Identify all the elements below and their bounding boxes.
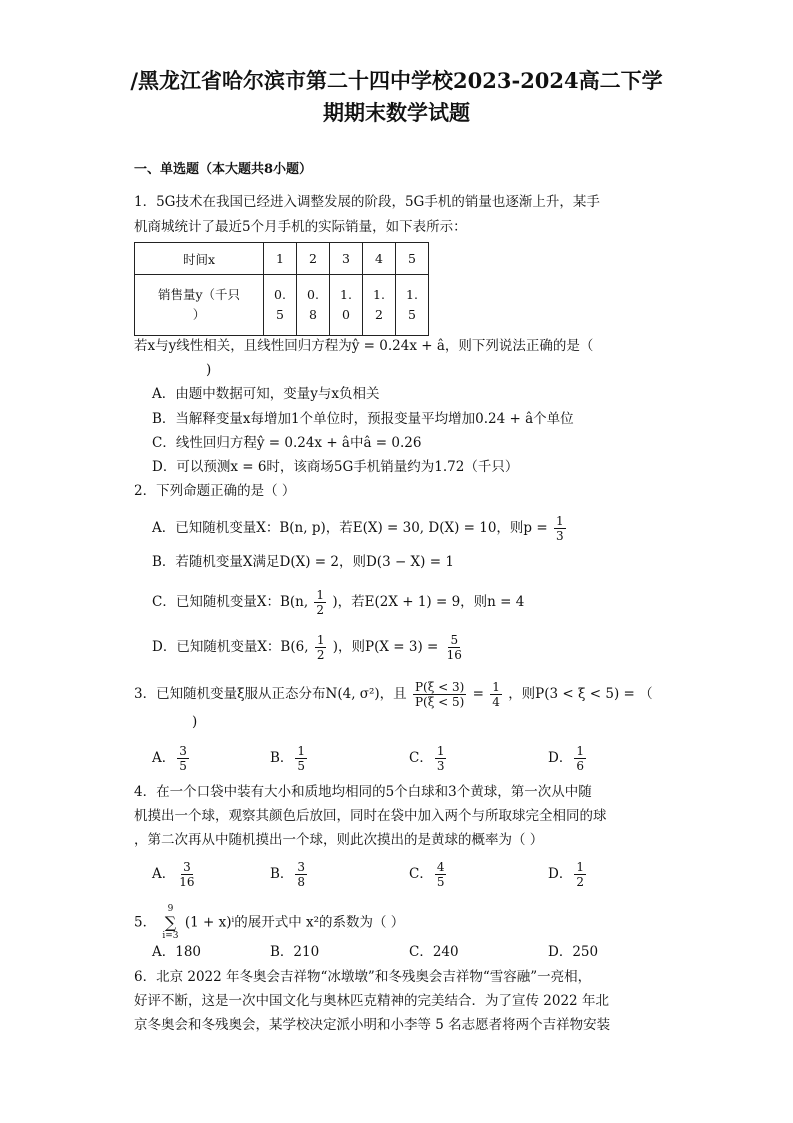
q3-equals: =	[472, 686, 484, 702]
table-x-cell: 3	[330, 243, 363, 275]
frac-den: 16	[179, 875, 195, 889]
q5-number: 5．	[134, 914, 157, 931]
sum-upper: 9	[167, 904, 174, 914]
q5-option-b: B．210	[270, 944, 320, 960]
table-header-label: 时间x	[135, 243, 264, 275]
option-label: D．	[548, 750, 573, 766]
frac-num: 1	[297, 744, 306, 758]
q3-text-post: ，则P(3 < ξ < 5) = （	[508, 686, 653, 702]
q1-option-a: A．由题中数据可知，变量y与x负相关	[152, 386, 380, 402]
q2-d-fraction2	[445, 633, 464, 662]
q6-stem-line3: 京冬奥会和冬残奥会，某学校决定派小明和小李等 5 名志愿者将两个吉祥物安装	[134, 1017, 611, 1033]
table-x-cell: 1	[264, 243, 297, 275]
q3-option-b	[270, 744, 309, 773]
table-y-cell	[396, 275, 429, 336]
y-part2: 5	[408, 307, 416, 322]
q3-ratio-value	[490, 680, 502, 709]
frac-den: 3	[555, 529, 564, 543]
y-part1: 0.	[307, 287, 319, 302]
q5-expression: (1 + x)ⁱ的展开式中 x²的系数为（ ）	[184, 914, 405, 931]
option-label: C．	[409, 750, 433, 766]
table-row-label	[135, 275, 264, 336]
q6-stem-line1: 6．北京 2022 年冬奥会吉祥物“冰墩墩”和冬残奥会吉祥物“雪容融”一亮相，	[134, 969, 592, 985]
frac-den: 4	[492, 695, 500, 709]
table-x-cell: 4	[363, 243, 396, 275]
frac-den: 2	[316, 648, 325, 662]
option-fraction	[177, 860, 196, 889]
option-fraction	[574, 860, 586, 889]
y-part2: 0	[342, 307, 350, 322]
frac-den: 3	[436, 759, 445, 773]
option-label: D．	[548, 866, 573, 882]
option-label: B．	[270, 750, 294, 766]
q5-option-a: A．180	[152, 944, 202, 960]
frac-num: 4	[436, 860, 445, 874]
q2-option-a	[152, 514, 568, 543]
q4-stem-line1: 4．在一个口袋中装有大小和质地均相同的5个白球和3个黄球，第一次从中随	[134, 784, 592, 800]
option-label: C．	[409, 866, 433, 882]
frac-num: 1	[576, 860, 584, 874]
table-x-cell: 5	[396, 243, 429, 275]
table-y-cell	[297, 275, 330, 336]
option-label: A．	[152, 866, 176, 882]
frac-num: 1	[555, 514, 564, 528]
frac-num: 1	[576, 744, 584, 758]
q3-stem	[134, 680, 653, 709]
table-y-cell	[264, 275, 297, 336]
q1-stem-line1: 1．5G技术在我国已经进入调整发展的阶段，5G手机的销量也逐渐上升，某手	[134, 194, 600, 210]
frac-den: 8	[297, 875, 306, 889]
frac-num: 3	[179, 744, 187, 758]
q2-c-text-post: )，若E(2X + 1) = 9，则n = 4	[332, 594, 525, 610]
q4-option-a	[152, 860, 199, 889]
row-label-line1: 销售量y（千只	[157, 287, 241, 302]
y-part2: 5	[276, 307, 284, 322]
q1-option-d: D．可以预测x = 6时，该商场5G手机销量约为1.72（千只）	[152, 459, 519, 475]
option-label: B．	[270, 866, 294, 882]
option-fraction	[435, 744, 447, 773]
q4-option-c	[409, 860, 448, 889]
q1-sales-table	[134, 242, 429, 336]
frac-num: 1	[316, 633, 325, 647]
frac-num: 1	[492, 680, 500, 694]
q2-option-b: B．若随机变量X满足D(X) = 2，则D(3 − X) = 1	[152, 554, 454, 570]
option-fraction	[435, 860, 447, 889]
q2-a-text: A．已知随机变量X：B(n, p)，若E(X) = 30, D(X) = 10，则p =	[152, 520, 548, 536]
table-x-cell: 2	[297, 243, 330, 275]
q2-d-text-mid: )，则P(X = 3) =	[332, 639, 439, 655]
q2-option-c	[152, 588, 524, 617]
frac-den: 5	[436, 875, 445, 889]
q2-c-text: C．已知随机变量X：B(n,	[152, 594, 309, 610]
q1-option-c: C．线性回归方程ŷ = 0.24x + â中â = 0.26	[152, 435, 422, 451]
q4-option-b	[270, 860, 309, 889]
table-y-cell	[330, 275, 363, 336]
q2-d-text: D．已知随机变量X：B(6,	[152, 639, 309, 655]
q4-option-d	[548, 860, 588, 889]
frac-num: 3	[297, 860, 306, 874]
q5-option-c: C．240	[409, 944, 459, 960]
q1-stem-line2: 机商城统计了最近5个月手机的实际销量，如下表所示：	[134, 219, 467, 235]
y-part1: 0.	[274, 287, 286, 302]
q2-c-fraction	[314, 588, 326, 617]
q2-stem: 2．下列命题正确的是（ ）	[134, 483, 296, 499]
option-fraction	[295, 744, 307, 773]
q3-option-c	[409, 744, 448, 773]
q3-option-d	[548, 744, 588, 773]
frac-den: 16	[446, 648, 462, 662]
frac-num: 1	[316, 588, 325, 602]
q1-stem-line3: 若x与y线性相关，且线性回归方程为ŷ = 0.24x + â，则下列说法正确的是（	[134, 338, 594, 354]
frac-num: P(ξ < 3)	[414, 680, 465, 694]
y-part2: 8	[309, 307, 317, 322]
q1-option-b: B．当解释变量x每增加1个单位时，预报变量平均增加0.24 + â个单位	[152, 411, 574, 427]
frac-den: 6	[576, 759, 584, 773]
sum-sign: ∑	[164, 913, 177, 932]
table-y-cell	[363, 275, 396, 336]
y-part1: 1.	[373, 287, 385, 302]
section-heading: 一、单选题（本大题共8小题）	[134, 162, 313, 177]
frac-den: 5	[297, 759, 306, 773]
q3-prob-ratio	[413, 680, 466, 709]
option-fraction	[177, 744, 189, 773]
frac-num: 5	[450, 633, 459, 647]
row-label-line2: ）	[192, 307, 206, 322]
y-part1: 1.	[340, 287, 352, 302]
q6-stem-line2: 好评不断，这是一次中国文化与奥林匹克精神的完美结合．为了宣传 2022 年北	[134, 993, 609, 1009]
option-fraction	[295, 860, 307, 889]
q2-a-fraction	[554, 514, 566, 543]
q2-d-fraction	[315, 633, 327, 662]
exam-title-line2: 期期末数学试题	[323, 100, 470, 125]
sum-lower: i=3	[162, 931, 179, 941]
y-part1: 1.	[406, 287, 418, 302]
frac-den: 2	[576, 875, 584, 889]
q5-summation	[162, 904, 178, 942]
q3-close-paren: )	[192, 714, 198, 730]
q4-stem-line2: 机摸出一个球，观察其颜色后放回，同时在袋中加入两个与所取球完全相同的球	[134, 808, 607, 824]
frac-den: 5	[179, 759, 187, 773]
frac-num: 3	[183, 860, 191, 874]
y-part2: 2	[375, 307, 383, 322]
q5-option-d: D．250	[548, 944, 599, 960]
frac-den: P(ξ < 5)	[414, 695, 465, 709]
frac-den: 2	[316, 603, 325, 617]
q3-option-a	[152, 744, 191, 773]
q4-stem-line3: ，第二次再从中随机摸出一个球，则此次摸出的是黄球的概率为（ ）	[134, 832, 544, 848]
option-label: A．	[152, 750, 176, 766]
q5-stem	[134, 904, 404, 942]
frac-num: 1	[436, 744, 445, 758]
q1-stem-line4: )	[206, 362, 212, 378]
q2-option-d	[152, 633, 466, 662]
option-fraction	[574, 744, 586, 773]
exam-title-line1: /黑龙江省哈尔滨市第二十四中学校2023-2024高二下学	[130, 68, 663, 93]
q3-text: 3．已知随机变量ξ服从正态分布N(4, σ²)，且	[134, 686, 407, 702]
